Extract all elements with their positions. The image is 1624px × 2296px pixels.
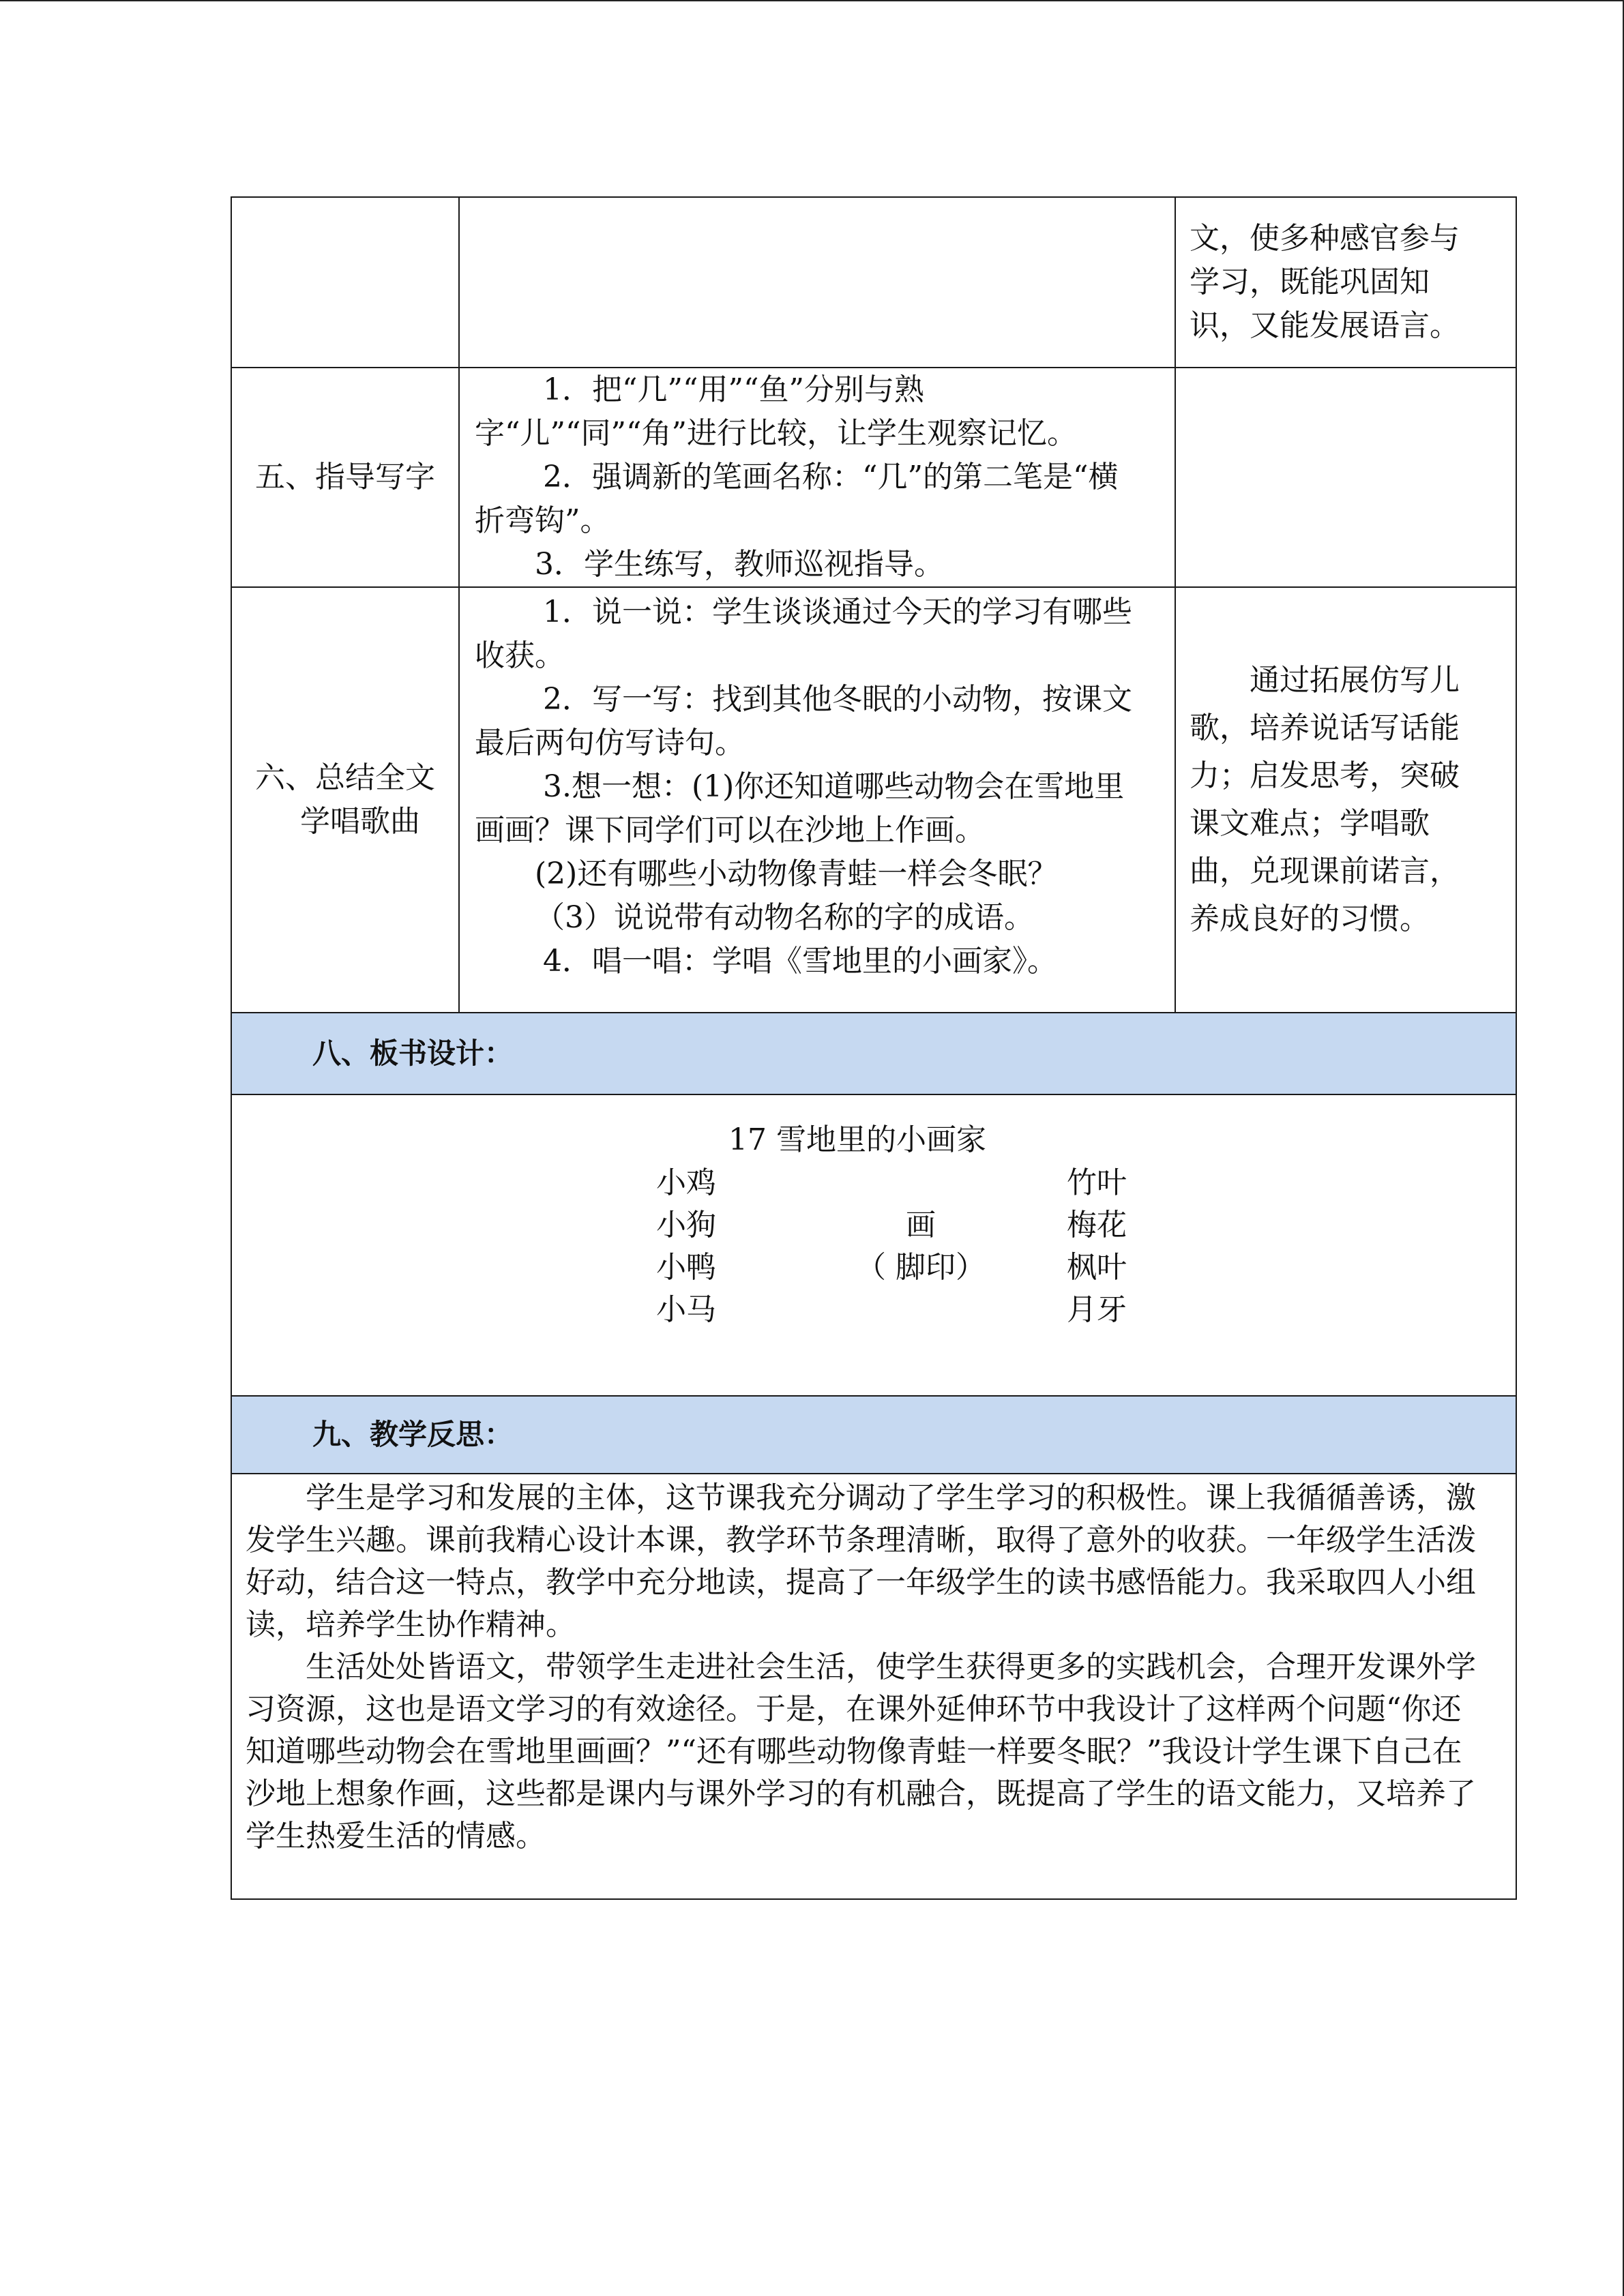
board-left-item: 小狗 (656, 1208, 716, 1242)
board-left-item: 小鸭 (656, 1250, 716, 1285)
board-right-item: 竹叶 (1067, 1165, 1127, 1200)
board-right-item: 月牙 (1067, 1292, 1127, 1327)
section-header-board (231, 1013, 1516, 1094)
board-left-item: 小鸡 (656, 1165, 716, 1200)
reflection-cell (231, 1474, 1516, 1899)
stage-label-line-1: 六、总结全文 (255, 760, 435, 795)
table-row-summary (231, 587, 1516, 1013)
section-header-reflection (231, 1396, 1516, 1474)
stage-label-line-2: 学唱歌曲 (300, 804, 420, 839)
lesson-plan-table (231, 196, 1517, 1900)
page-top-edge (0, 0, 1624, 1)
stage-cell (231, 587, 459, 1013)
intent-text: 通过拓展仿写儿歌，培养说话写话能力；启发思考，突破课文难点；学唱歌曲，兑现课前诺言，养成良好的习惯。 (1190, 663, 1460, 936)
section-header-cell (231, 1013, 1516, 1094)
section-header-cell (231, 1396, 1516, 1474)
board-middle-item: 画 (906, 1208, 936, 1242)
stage-cell (231, 368, 459, 587)
stage-label: 五、指导写字 (255, 460, 435, 494)
section-title: 九、教学反思： (312, 1418, 514, 1451)
intent-cell (1175, 587, 1516, 1013)
content-cell (459, 197, 1175, 368)
section-title: 八、板书设计： (312, 1037, 514, 1070)
content-line-1: 1．说一说：学生谈谈通过今天的学习有哪些收获。 (475, 595, 1132, 673)
board-right-item: 梅花 (1067, 1208, 1127, 1242)
content-line-6: 4．唱一唱：学唱《雪地里的小画家》。 (543, 944, 1057, 979)
content-cell (459, 587, 1175, 1013)
table-row-reflection (231, 1474, 1516, 1899)
reflection-paragraph-2: 生活处处皆语文，带领学生走进社会生活，使学生获得更多的实践机会，合理开发课外学习资源，这也是语文学习的有效途径。于是，在课外延伸环节中我设计了这样两个问题“你还知道哪些动物会在雪地里画画？”“还有哪些动物像青蛙一样要冬眠？”我设计学生课下自己在沙地上想象作画，这些都是课内与课外学习的有机融合，既提高了学生的语文能力，又培养了学生热爱生活的情感。 (246, 1650, 1476, 1853)
board-left-column (656, 1162, 716, 1331)
content-line-2: 2．强调新的笔画名称：“几”的第二笔是“横折弯钩”。 (475, 460, 1119, 538)
board-right-column (1067, 1162, 1127, 1331)
content-line-2: 2．写一写：找到其他冬眠的小动物，按课文最后两句仿写诗句。 (475, 682, 1132, 760)
board-middle-item: （ 脚印） (856, 1250, 986, 1285)
intent-text: 文，使多种感官参与学习，既能巩固知识，又能发展语言。 (1190, 221, 1460, 343)
board-middle-group (818, 1204, 1023, 1285)
board-right-item: 枫叶 (1067, 1250, 1127, 1285)
content-line-3: 3．学生练写，教师巡视指导。 (535, 547, 944, 582)
content-line-3: 3.想一想：(1)你还知道哪些动物会在雪地里画画？课下同学们可以在沙地上作画。 (475, 769, 1125, 848)
table-row-continuation (231, 197, 1516, 368)
content-cell (459, 368, 1175, 587)
table-row-writing (231, 368, 1516, 587)
table-row-board (231, 1094, 1516, 1396)
intent-cell (1175, 368, 1516, 587)
board-design-cell (231, 1094, 1516, 1396)
reflection-paragraph-1: 学生是学习和发展的主体，这节课我充分调动了学生学习的积极性。课上我循循善诱，激发学生兴趣。课前我精心设计本课，教学环节条理清晰，取得了意外的收获。一年级学生活泼好动，结合这一特点，教学中充分地读，提高了一年级学生的读书感悟能力。我采取四人小组读，培养学生协作精神。 (246, 1480, 1476, 1642)
content-line-5: （3）说说带有动物名称的字的成语。 (535, 900, 1034, 935)
content-line-1: 1．把“几”“用”“鱼”分别与熟字“儿”“同”“角”进行比较，让学生观察记忆。 (475, 372, 1077, 451)
stage-cell (231, 197, 459, 368)
content-line-4: (2)还有哪些小动物像青蛙一样会冬眠？ (535, 856, 1058, 891)
board-title: 17 雪地里的小画家 (728, 1122, 986, 1157)
board-left-item: 小马 (656, 1292, 716, 1327)
intent-cell (1175, 197, 1516, 368)
